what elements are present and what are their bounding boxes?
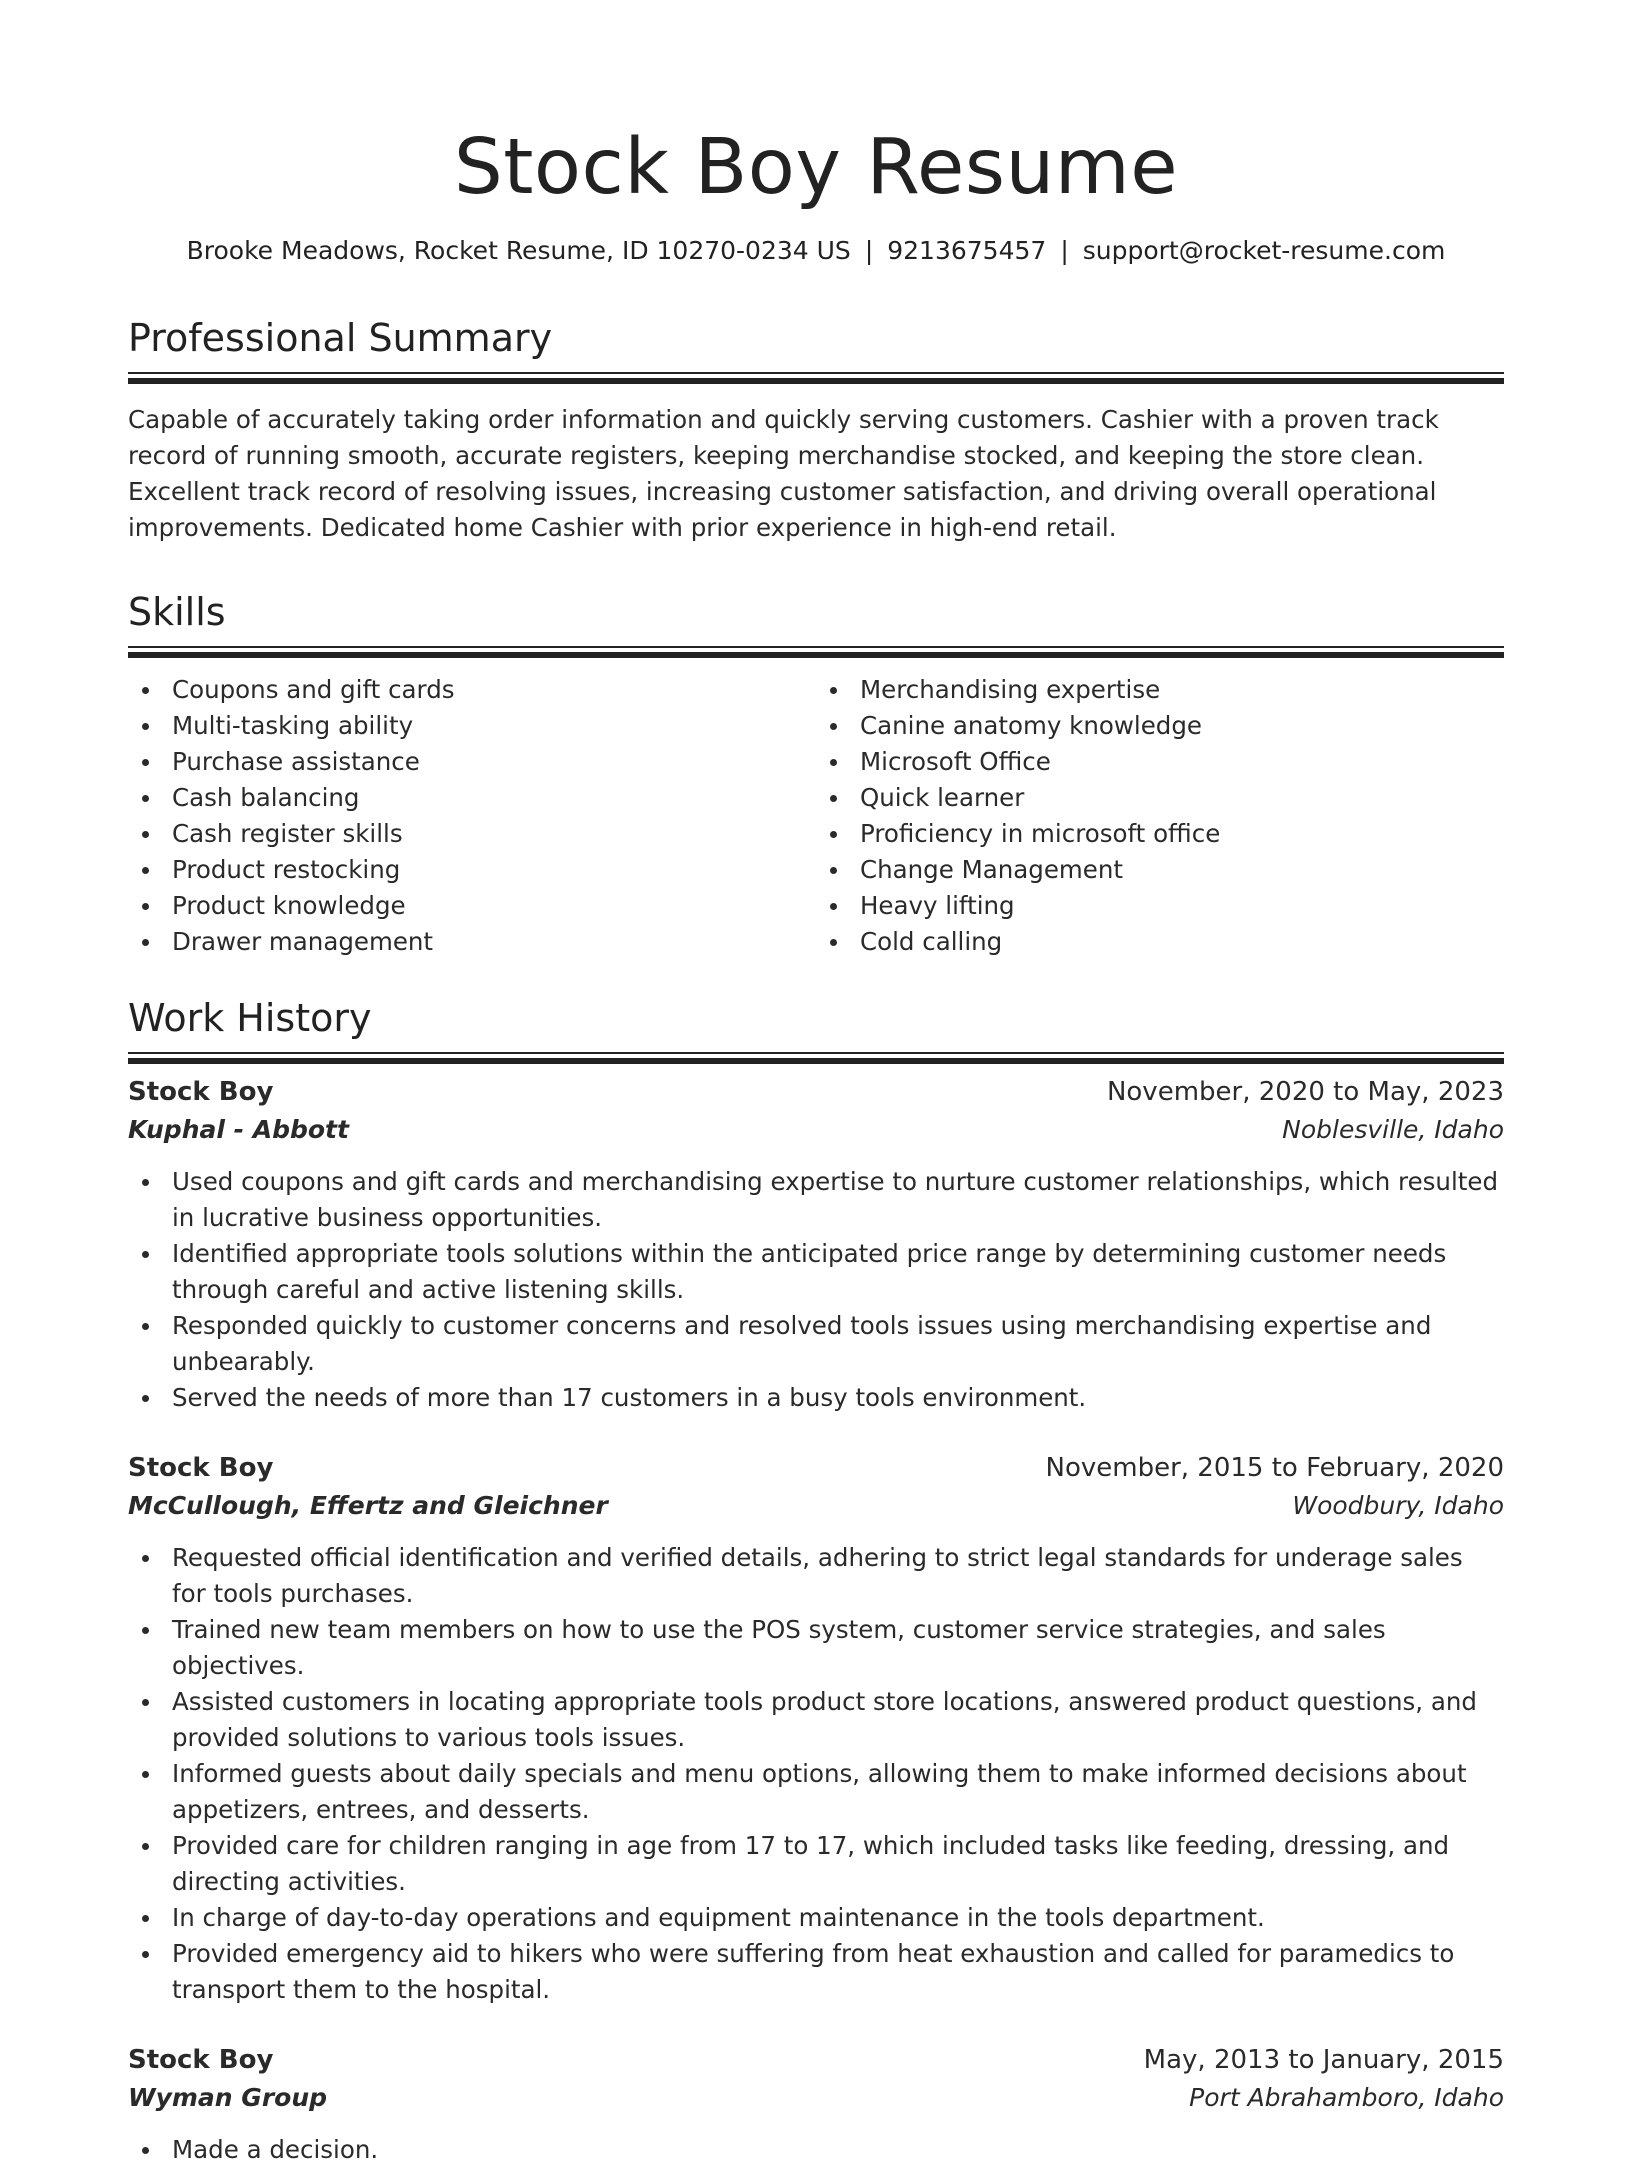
duty-item: Served the needs of more than 17 customers in a busy tools environment. xyxy=(172,1380,1504,1416)
job-entry xyxy=(128,2042,1504,2168)
contact-separator: | xyxy=(864,236,874,265)
resume-title: Stock Boy Resume xyxy=(453,123,1179,212)
section-divider xyxy=(128,646,1504,648)
section-heading: Professional Summary xyxy=(128,316,553,360)
duty-item: Provided care for children ranging in age from 17 to 17, which included tasks like feeding, dressing, and directing activities. xyxy=(172,1828,1504,1900)
contact-line xyxy=(128,234,1504,268)
job-subheader xyxy=(128,1110,1504,1150)
skill-item: Microsoft Office xyxy=(860,744,1504,780)
contact-separator: | xyxy=(1060,236,1069,265)
skill-item: Heavy lifting xyxy=(860,888,1504,924)
job-duties xyxy=(128,1164,1504,1416)
job-title: Stock Boy xyxy=(128,2045,274,2075)
professional-summary-section xyxy=(128,314,1504,546)
job-dates: May, 2013 to January, 2015 xyxy=(1143,2045,1504,2075)
duty-item: In charge of day-to-day operations and equipment maintenance in the tools department. xyxy=(172,1900,1504,1936)
job-duties xyxy=(128,1540,1504,2008)
skill-item: Canine anatomy knowledge xyxy=(860,708,1504,744)
job-entry xyxy=(128,1074,1504,1416)
work-history-section xyxy=(128,994,1504,2168)
job-company: McCullough, Effertz and Gleichner xyxy=(128,1491,608,1520)
skill-item: Merchandising expertise xyxy=(860,672,1504,708)
skills-columns xyxy=(128,672,1504,960)
duty-item: Responded quickly to customer concerns and resolved tools issues using merchandising expertise and unbearably. xyxy=(172,1308,1504,1380)
skill-item: Proficiency in microsoft office xyxy=(860,816,1504,852)
skills-section xyxy=(128,588,1504,960)
job-duties xyxy=(128,2132,1504,2168)
duty-item: Trained new team members on how to use the POS system, customer service strategies, and sales objectives. xyxy=(172,1612,1504,1684)
skill-item: Quick learner xyxy=(860,780,1504,816)
skill-item: Purchase assistance xyxy=(172,744,816,780)
duty-item: Made a decision. xyxy=(172,2132,1504,2168)
section-divider xyxy=(128,372,1504,374)
duty-item: Informed guests about daily specials and menu options, allowing them to make informed decisions about appetizers, entrees, and desserts. xyxy=(172,1756,1504,1828)
job-header xyxy=(128,1074,1504,1110)
duty-item: Requested official identification and verified details, adhering to strict legal standards for underage sales for tools purchases. xyxy=(172,1540,1504,1612)
section-heading: Work History xyxy=(128,996,372,1040)
job-location: Woodbury, Idaho xyxy=(1292,1491,1504,1520)
duty-item: Provided emergency aid to hikers who were suffering from heat exhaustion and called for paramedics to transport them to the hospital. xyxy=(172,1936,1504,2008)
job-dates: November, 2020 to May, 2023 xyxy=(1106,1077,1504,1107)
job-location: Noblesville, Idaho xyxy=(1282,1115,1504,1144)
job-company: Kuphal - Abbott xyxy=(128,1115,349,1144)
summary-text: Capable of accurately taking order information and quickly serving customers. Cashier with a proven track record of running smooth, accurate registers, keeping merchandise stocked, and keeping the store clean. Excellent track record of resolving issues, increasing customer satisfaction, and driving overall operational improvements. Dedicated home Cashier with prior experience in high-end retail. xyxy=(128,405,1439,542)
skills-list-right xyxy=(816,672,1504,960)
contact-email: support@rocket-resume.com xyxy=(1082,236,1446,265)
duty-item: Used coupons and gift cards and merchandising expertise to nurture customer relationships, which resulted in lucrative business opportunities. xyxy=(172,1164,1504,1236)
skill-item: Product restocking xyxy=(172,852,816,888)
skill-item: Cold calling xyxy=(860,924,1504,960)
duty-item: Identified appropriate tools solutions within the anticipated price range by determining customer needs through careful and active listening skills. xyxy=(172,1236,1504,1308)
contact-address: Brooke Meadows, Rocket Resume, ID 10270-0234 US xyxy=(186,236,851,265)
skill-item: Change Management xyxy=(860,852,1504,888)
skills-list-left xyxy=(128,672,816,960)
job-location: Port Abrahamboro, Idaho xyxy=(1189,2083,1504,2112)
job-subheader xyxy=(128,2078,1504,2118)
job-entry xyxy=(128,1450,1504,2008)
skill-item: Cash register skills xyxy=(172,816,816,852)
job-header xyxy=(128,2042,1504,2078)
skill-item: Product knowledge xyxy=(172,888,816,924)
contact-phone: 9213675457 xyxy=(887,236,1047,265)
skill-item: Drawer management xyxy=(172,924,816,960)
duty-item: Assisted customers in locating appropriate tools product store locations, answered product questions, and provided solutions to various tools issues. xyxy=(172,1684,1504,1756)
resume-page xyxy=(128,0,1504,2168)
job-company: Wyman Group xyxy=(128,2083,328,2112)
skill-item: Multi-tasking ability xyxy=(172,708,816,744)
job-title: Stock Boy xyxy=(128,1077,274,1107)
job-title: Stock Boy xyxy=(128,1453,274,1483)
section-heading: Skills xyxy=(128,590,226,634)
skill-item: Coupons and gift cards xyxy=(172,672,816,708)
job-subheader xyxy=(128,1486,1504,1526)
section-divider xyxy=(128,1052,1504,1054)
job-dates: November, 2015 to February, 2020 xyxy=(1045,1453,1504,1483)
job-header xyxy=(128,1450,1504,1486)
skill-item: Cash balancing xyxy=(172,780,816,816)
